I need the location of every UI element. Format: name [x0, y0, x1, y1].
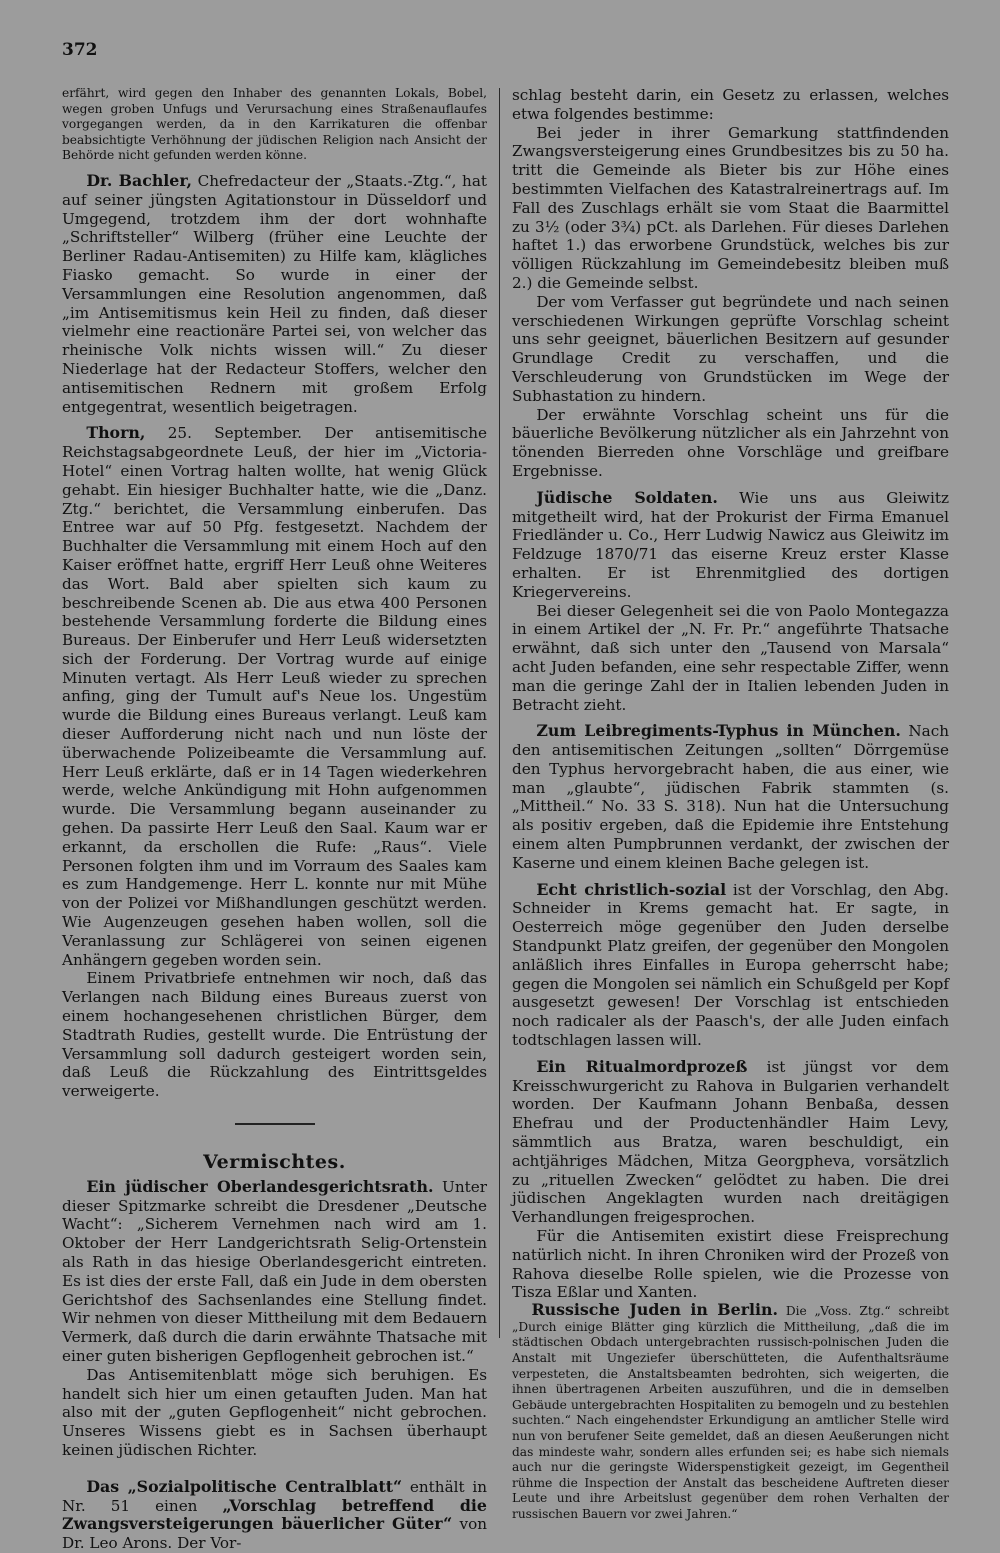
section-divider [235, 1123, 315, 1125]
intro-paragraph: erfährt, wird gegen den Inhaber des genannten Lokals, Bobel, wegen groben Unfugs und Verursachung eines Straßenauflaufes vorgegangen werden, da in den Karrikaturen die offenbar beabsichtigte Verhöhnung der jüdischen Religion nach Ansicht der Behörde nicht gefunden werden könne. [62, 86, 487, 163]
article-oberlandesgericht [62, 1178, 487, 1366]
article-heading: Dr. Bachler, [86, 170, 193, 190]
left-column [62, 86, 487, 1553]
right-column [512, 86, 949, 1523]
paragraph-proposal-conclusion: Der erwähnte Vorschlag scheint uns für die bäuerliche Bevölkerung nützlicher als ein Jahrzehnt von tönenden Bierreden ohne Vorschläge und greifbare Ergebnisse. [512, 405, 949, 480]
article-body: ist jüngst vor dem Kreisschwurgericht zu Rahova in Bulgarien verhandelt worden. Der Kaufmann Johann Benbaßa, dessen Ehefrau und der Productenhändler Haim Levy, sämmtlich aus Bratza, waren beschuldigt, ein achtjähriges Mädchen, Mitza Georgpheva, vorsätzlich zu „rituellen Zwecken“ gelödtet zu haben. Die drei jüdischen Angeklagten wurden nach dreitägigen Verhandlungen freigesprochen. [512, 1057, 949, 1227]
article-heading: Thorn, [86, 423, 146, 443]
paragraph-proposal-start: schlag besteht darin, ein Gesetz zu erlassen, welches etwa folgendes bestimme: [512, 86, 949, 123]
article-body: ist der Vorschlag, den Abg. Schneider in Krems gemacht hat. Er sagte, in Oesterreich möge gegenüber den Juden derselbe Standpunkt Platz greifen, der gegenüber den Mongolen anläßlich ihres Einfalles in Europa geherrscht habe; gegen die Mongolen sei nämlich ein Schußgeld per Kopf ausgesetzt gewesen! Der Vorschlag ist entschieden noch radicaler als der Paasch's, der alle Juden einfach todtschlagen lassen will. [512, 880, 949, 1050]
column-divider [499, 88, 500, 1338]
article-body: Wie uns aus Gleiwitz mitgetheilt wird, hat der Prokurist der Firma Emanuel Friedländer u. Co., Herr Ludwig Nawicz aus Gleiwitz im Feldzuge 1870/71 das eiserne Kreuz erster Klasse erhalten. Er ist Ehrenmitglied des dortigen Kriegervereins. [512, 488, 949, 601]
article-cited-title: „Vorschlag betreffend die Zwangsversteigerungen bäuerlicher Güter“ [62, 1495, 487, 1534]
article-body: 25. September. Der antisemitische Reichstagsabgeordnete Leuß, der hier im „Victoria-Hotel“ einen Vortrag halten wollte, hat wenig Glück gehabt. Ein hiesiger Buchhalter hatte, wie die „Danz. Ztg.“ berichtet, die Versammlung einberufen. Das Entree war auf 50 Pfg. festgesetzt. Nachdem der Buchhalter die Versammlung mit einem Hoch auf den Kaiser eröffnet hatte, ergriff Herr Leuß ohne Weiteres das Wort. Bald aber spielten sich kaum zu beschreibende Scenen ab. Die aus etwa 400 Personen bestehende Versammlung forderte die Bildung eines Bureaus. Der Einberufer und Herr Leuß widersetzten sich der Forderung. Der Vortrag wurde auf einige Minuten vertagt. Als Herr Leuß wieder zu sprechen anfing, ging der Tumult auf's Neue los. Ungestüm wurde die Bildung eines Bureaus verlangt. Leuß kam dieser Aufforderung nicht nach und nun löste der überwachende Polizeibeamte die Versammlung auf. Herr Leuß erklärte, daß er in 14 Tagen wiederkehren werde, welche Ankündigung mit Hohn aufgenommen wurde. Die Versammlung begann auseinander zu gehen. Da passirte Herr Leuß den Saal. Kaum war er erkannt, da erschollen die Rufe: „Raus“. Viele Personen folgten ihm und im Vorraum des Saales kam es zum Handgemenge. Herr L. konnte nur mit Mühe von der Polizei vor Mißhandlungen geschützt werden. Wie Augenzeugen gesehen haben wollen, soll die Veranlassung zur Schlägerei von seinen eigenen Anhängern gegeben worden sein. [62, 424, 487, 969]
article-body: von Dr. Leo Arons. Der Vor- [62, 1515, 487, 1553]
article-typhus [512, 722, 949, 872]
article-soldaten [512, 489, 949, 602]
article-heading: Echt christlich-sozial [536, 879, 727, 899]
article-body: Chefredacteur der „Staats.-Ztg.“, hat auf seiner jüngsten Agitationstour in Düsseldorf und Umgegend, trotzdem ihm der dort wohnhafte „Schriftsteller“ Wilberg (früher eine Leuchte der Berliner Radau-Antisemiten) zu Hilfe kam, klägliches Fiasko gemacht. So wurde in einer der Versammlungen eine Resolution angenommen, daß „im Antisemitismus kein Heil zu finden, daß dieser vielmehr eine reactionäre Partei sei, von welcher das rheinische Volk nichts wissen will.“ Zu dieser Niederlage hat der Redacteur Stoffers, welcher den antisemitischen Rednern mit großem Erfolg entgegentrat, wesentlich beigetragen. [62, 171, 487, 416]
paragraph-proposal-comment: Der vom Verfasser gut begründete und nach seinen verschiedenen Wirkungen geprüfte Vorschlag scheint uns sehr geeignet, bäuerlichen Besitzern auf gesunder Grundlage Credit zu verschaffen, und die Verschleuderung von Grundstücken im Wege der Subhastation zu hindern. [512, 292, 949, 405]
article-thorn [62, 424, 487, 969]
article-heading: Jüdische Soldaten. [536, 487, 718, 507]
article-russische-juden [512, 1302, 949, 1522]
article-christlich-sozial [512, 881, 949, 1050]
article-body: Nach den antisemitischen Zeitungen „sollten“ Dörrgemüse den Typhus hervorgebracht haben, die aus einer, wie man „glaubte“, jüdischen Fabrik stammten (s. „Mittheil.“ No. 33 S. 318). Nun hat die Untersuchung als positiv ergeben, daß die Epidemie ihre Entstehung einem alten Pumpbrunnen verdankt, der zwischen der Kaserne und einem kleinen Bache gelegen ist. [512, 722, 949, 872]
article-heading: Ein Ritualmordprozeß [536, 1056, 748, 1076]
article-oberlandesgericht-continued: Das Antisemitenblatt möge sich beruhigen. Es handelt sich hier um einen getauften Juden. Man hat also mit der „guten Gepflogenheit“ nicht gebrochen. Unseres Wissens giebt es in Sachsen überhaupt keinen jüdischen Richter. [62, 1365, 487, 1459]
section-title: Vermischtes. [203, 1151, 346, 1174]
article-body: enthält in Nr. 51 einen [62, 1477, 488, 1515]
paragraph-proposal-text: Bei jeder in ihrer Gemarkung stattfindenden Zwangsversteigerung eines Grundbesitzes bis zu 50 ha. tritt die Gemeinde als Bieter bis zur Höhe eines bestimmten Vielfachen des Katastralreinertrags auf. Im Fall des Zuschlags erhält sie vom Staat die Baarmittel zu 3½ (oder 3¾) pCt. als Darlehen. Für dieses Darlehen haftet 1.) das erworbene Grundstück, welches bis zur völligen Rückzahlung im Gemeindebesitz bleiben muß 2.) die Gemeinde selbst. [512, 123, 949, 292]
article-ritualmord-continued: Für die Antisemiten existirt diese Freisprechung natürlich nicht. In ihren Chroniken wird der Prozeß von Rahova dieselbe Rolle spielen, wie die Prozesse von Tisza Eßlar und Xanten. [512, 1227, 949, 1302]
page-number: 372 [62, 40, 98, 60]
article-thorn-continued: Einem Privatbriefe entnehmen wir noch, daß das Verlangen nach Bildung eines Bureaus zuerst von einem hochangesehenen christlichen Bürger, dem Stadtrath Rudies, gestellt wurde. Die Entrüstung der Versammlung soll dadurch gesteigert worden sein, daß Leuß die Rückzahlung des Eintrittsgeldes verweigerte. [62, 969, 487, 1101]
article-body: Die „Voss. Ztg.“ schreibt „Durch einige Blätter ging kürzlich die Mittheilung, „daß die im städtischen Obdach untergebrachten russisch-polnischen Juden die Anstalt mit Ungeziefer überschütteten, die Aufenthaltsräume verpesteten, die Anstaltsbeamten bedrohten, sich weigerten, die ihnen übertragenen Arbeiten auszuführen, und die in demselben Gebäude untergebrachten Hospitaliten zu bemogeln und zu bestehlen suchten.“ Nach eingehendster Erkundigung an amtlicher Stelle wird nun von berufener Seite gemeldet, daß an diesen Aeußerungen nicht das mindeste wahr, sondern alles erfunden sei; es habe sich niemals auch nur die geringste Widerspenstigkeit gezeigt, im Gegentheil rühme die Inspection der Anstalt das bescheidene Auftreten dieser Leute und ihre Arbeitslust gegenüber dem rohen Verhalten der russischen Bauern vor zwei Jahren.“ [512, 1304, 950, 1521]
article-body: Unter dieser Spitzmarke schreibt die Dresdener „Deutsche Wacht“: „Sicherem Vernehmen nach wird am 1. Oktober der Herr Landgerichtsrath Selig-Ortenstein als Rath in das hiesige Oberlandesgericht eintreten. Es ist dies der erste Fall, daß ein Jude in dem obersten Gerichtshof des Sachsenlandes eine Stellung findet. Wir nehmen von dieser Mittheilung mit dem Bedauern Vermerk, daß durch die darin erwähnte Thatsache mit einer guten bisherigen Gepflogenheit gebrochen ist.“ [62, 1177, 487, 1365]
article-heading: Ein jüdischer Oberlandesgerichtsrath. [86, 1176, 434, 1196]
article-heading: Das „Sozialpolitische Centralblatt“ [86, 1476, 403, 1496]
article-bachler [62, 172, 487, 416]
article-ritualmord [512, 1058, 949, 1227]
article-heading: Russische Juden in Berlin. [531, 1300, 779, 1320]
article-soldaten-continued: Bei dieser Gelegenheit sei die von Paolo Montegazza in einem Artikel der „N. Fr. Pr.“ angeführte Thatsache erwähnt, daß sich unter den „Tausend von Marsala“ acht Juden befanden, eine sehr respectable Ziffer, wenn man die geringe Zahl der in Italien lebenden Juden in Betracht zieht. [512, 601, 949, 714]
article-sozialpolitisch [62, 1478, 487, 1553]
article-heading: Zum Leibregiments-Typhus in München. [536, 721, 901, 741]
